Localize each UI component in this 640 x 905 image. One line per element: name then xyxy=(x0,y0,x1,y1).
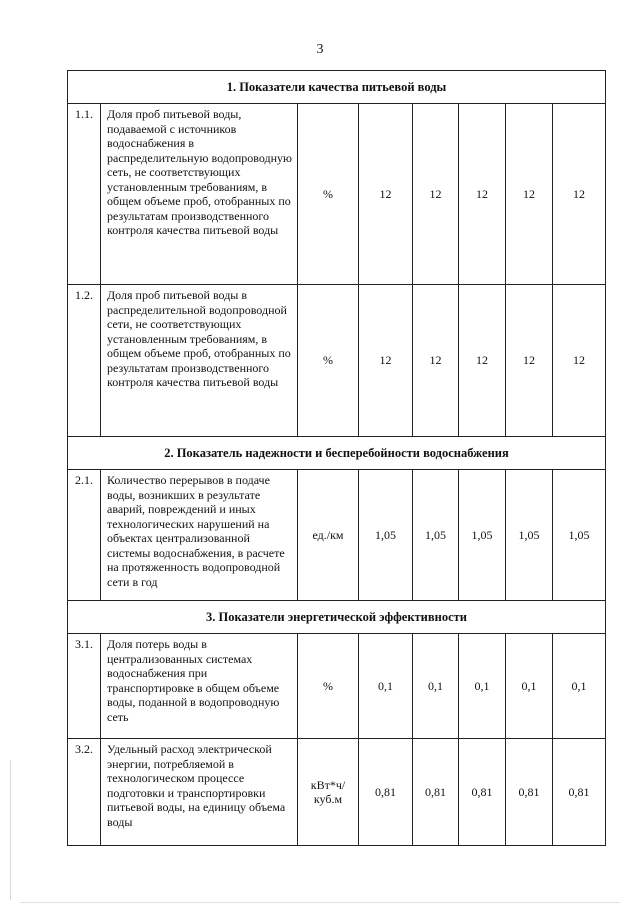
row-value: 1,05 xyxy=(553,470,606,601)
row-value: 12 xyxy=(553,285,606,437)
row-number: 3.2. xyxy=(68,739,101,846)
row-value: 0,81 xyxy=(413,739,459,846)
row-value: 12 xyxy=(459,104,506,285)
section-title: 1. Показатели качества питьевой воды xyxy=(68,71,606,104)
row-value: 0,81 xyxy=(506,739,553,846)
row-value: 12 xyxy=(359,285,413,437)
row-value: 1,05 xyxy=(506,470,553,601)
row-unit: ед./км xyxy=(298,470,359,601)
row-number: 1.2. xyxy=(68,285,101,437)
scan-bottom-line xyxy=(20,902,620,903)
row-value: 12 xyxy=(553,104,606,285)
row-description: Доля проб питьевой воды в распределительной водопроводной сети, не соответствующих установленным требованиям, в общем объеме проб, отобранных по результатам производственного контроля качества питьевой воды xyxy=(101,285,298,437)
row-number: 1.1. xyxy=(68,104,101,285)
table-row xyxy=(68,739,606,846)
row-value: 12 xyxy=(359,104,413,285)
row-number: 2.1. xyxy=(68,470,101,601)
row-unit: % xyxy=(298,285,359,437)
section-header-row xyxy=(68,71,606,104)
row-value: 0,1 xyxy=(553,634,606,739)
row-value: 1,05 xyxy=(359,470,413,601)
section-title: 3. Показатели энергетической эффективности xyxy=(68,601,606,634)
row-value: 0,1 xyxy=(459,634,506,739)
row-value: 12 xyxy=(413,104,459,285)
row-unit: кВт*ч/ куб.м xyxy=(298,739,359,846)
row-description: Количество перерывов в подаче воды, возникших в результате аварий, повреждений и иных технологических нарушений на объектах централизованной системы водоснабжения, в расчете на протяженность водопроводной сети в год xyxy=(101,470,298,601)
section-header-row xyxy=(68,601,606,634)
section-title: 2. Показатель надежности и бесперебойности водоснабжения xyxy=(68,437,606,470)
table-row xyxy=(68,470,606,601)
row-value: 1,05 xyxy=(459,470,506,601)
section-header-row xyxy=(68,437,606,470)
row-value: 0,81 xyxy=(553,739,606,846)
row-unit: % xyxy=(298,104,359,285)
row-value: 0,81 xyxy=(359,739,413,846)
row-value: 0,81 xyxy=(459,739,506,846)
row-number: 3.1. xyxy=(68,634,101,739)
row-description: Доля потерь воды в централизованных системах водоснабжения при транспортировке в общем объеме воды, поданной в водопроводную сеть xyxy=(101,634,298,739)
row-value: 12 xyxy=(459,285,506,437)
indicators-table xyxy=(67,70,606,846)
row-value: 12 xyxy=(413,285,459,437)
row-description: Доля проб питьевой воды, подаваемой с источников водоснабжения в распределительную водопроводную сеть, не соответствующих установленным требованиям, в общем объеме проб, отобранных по результатам производственного контроля качества питьевой воды xyxy=(101,104,298,285)
row-value: 0,1 xyxy=(413,634,459,739)
row-value: 12 xyxy=(506,285,553,437)
page-number: 3 xyxy=(316,42,324,57)
table-row xyxy=(68,104,606,285)
row-value: 0,1 xyxy=(506,634,553,739)
row-value: 1,05 xyxy=(413,470,459,601)
scan-edge-line xyxy=(10,760,11,900)
row-description: Удельный расход электрической энергии, потребляемой в технологическом процессе подготовки и транспортировки питьевой воды, на единицу объема воды xyxy=(101,739,298,846)
table-row xyxy=(68,634,606,739)
row-value: 0,1 xyxy=(359,634,413,739)
table-row xyxy=(68,285,606,437)
row-value: 12 xyxy=(506,104,553,285)
row-unit: % xyxy=(298,634,359,739)
